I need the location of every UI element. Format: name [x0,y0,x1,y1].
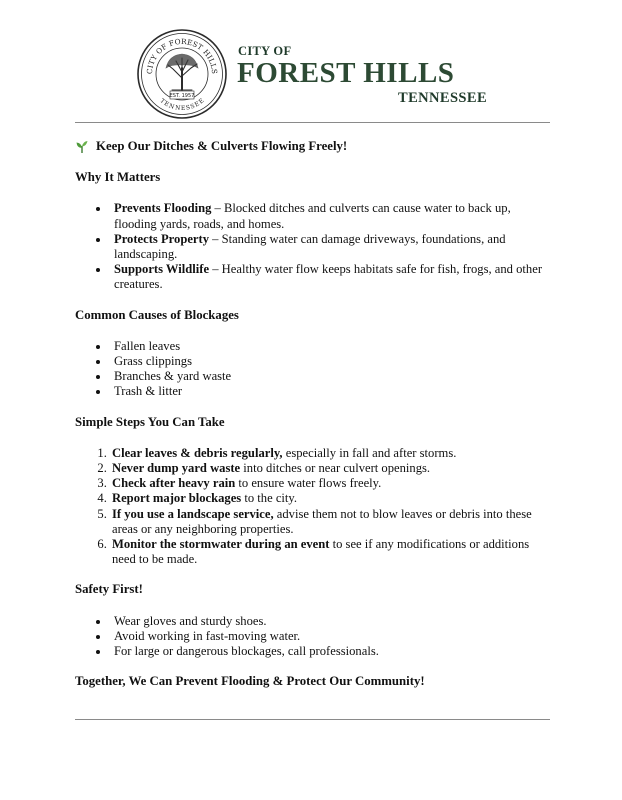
causes-list [75,339,555,400]
list-item: 2. Never dump yard waste into ditches or near culvert openings. [110,461,555,476]
city-name: FOREST HILLS [237,57,455,89]
list-item: • Protects Property – Standing water can damage driveways, foundations, and landscaping. [110,232,555,262]
closing-statement: Together, We Can Prevent Flooding & Protect Our Community! [75,674,425,689]
list-item: • Branches & yard waste [110,369,555,384]
list-item: • Grass clippings [110,354,555,369]
safety-heading: Safety First! [75,582,143,597]
list-item: 4. Report major blockages to the city. [110,491,555,506]
footer-divider [75,719,550,720]
document-body [75,139,555,689]
seedling-icon [75,140,89,154]
list-item: • Wear gloves and sturdy shoes. [110,614,555,629]
causes-heading: Common Causes of Blockages [75,307,239,322]
list-item: • Fallen leaves [110,339,555,354]
list-item: 3. Check after heavy rain to ensure water flows freely. [110,476,555,491]
list-item: • For large or dangerous blockages, call professionals. [110,644,555,659]
letterhead [0,0,622,124]
city-of-label: CITY OF [238,44,292,58]
header-divider [75,122,550,123]
why-heading: Why It Matters [75,170,161,185]
steps-list [75,446,555,568]
list-item: 6. Monitor the stormwater during an event to see if any modifications or additions need to be made. [110,537,555,567]
seal-top-text: CITY OF FOREST HILLS [144,36,220,75]
why-list [75,201,555,292]
safety-list [75,614,555,660]
steps-heading: Simple Steps You Can Take [75,414,225,429]
list-item: 5. If you use a landscape service, advise them not to blow leaves or debris into these areas or any neighboring properties. [110,507,555,537]
list-item: • Supports Wildlife – Healthy water flow keeps habitats safe for fish, frogs, and other creatures. [110,262,555,292]
page-title [75,139,555,154]
list-item: • Avoid working in fast-moving water. [110,629,555,644]
list-item: 1. Clear leaves & debris regularly, especially in fall and after storms. [110,446,555,461]
list-item: • Trash & litter [110,384,555,399]
list-item: • Prevents Flooding – Blocked ditches and culverts can cause water to back up, flooding yards, roads, and homes. [110,201,555,231]
seal-est-text: EST. 1957 [169,93,195,99]
state-name: TENNESSEE [398,90,488,106]
city-seal [136,28,228,120]
seal-bottom-text: TENNESSEE [158,97,206,113]
page-title-text: Keep Our Ditches & Culverts Flowing Freely! [96,139,348,153]
